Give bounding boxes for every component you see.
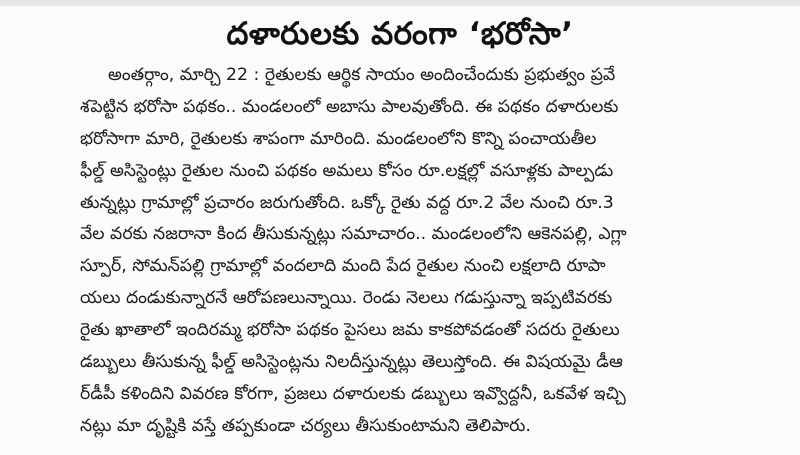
body-line: నట్లు మా దృష్టికి వస్తే తప్పకుండా చర్యలు తీసుకుంటామని తెలిపారు. — [80, 415, 531, 436]
body-line: భరోసాగా మారి, రైతులకు శాపంగా మారింది. మండలంలోని కొన్ని పంచాయతీల — [80, 128, 597, 149]
body-line: వేల వరకు నజరానా కింద తీసుకున్నట్లు సమాచారం.. మండలంలోని ఆకెనపల్లి, ఎగ్లా — [80, 224, 627, 245]
body-line: శపెట్టిన భరోసా పథకం.. మండలంలో అబాసు పాలవుతోంది. ఈ పథకం దళారులకు — [80, 96, 619, 117]
body-line: స్పూర్, సోమన్‌పల్లి గ్రామాల్లో వందలాది మంది పేద రైతుల నుంచి లక్షలాది రూపా — [80, 256, 606, 277]
body-line: డబ్బులు తీసుకున్న ఫీల్డ్ అసిస్టెంట్లను నిలదీస్తున్నట్లు తెలుస్తోంది. ఈ విషయమై డీఆ — [80, 352, 623, 373]
body-line: రైతు ఖాతాలో ఇందిరమ్మ భరోసా పథకం పైసలు జమ కాకపోవడంతో సదరు రైతులు — [80, 320, 620, 341]
body-line: అంతర్గాం, మార్చి 22 : రైతులకు ఆర్థిక సాయం అందించేందుకు ప్రభుత్వం ప్రవే — [108, 65, 616, 85]
body-line: యలు దండుకున్నారనే ఆరోపణలున్నాయి. రెండు నెలలు గడుస్తున్నా ఇప్పటివరకు — [80, 288, 613, 309]
headline: దళారులకు వరంగా ‘భరోసా’ — [226, 16, 574, 52]
article-body — [80, 60, 780, 443]
body-line: ర్‌డీపీ కళిందిని వివరణ కోరగా, ప్రజలు దళారులకు డబ్బులు ఇవ్వొద్దనీ, ఒకవేళ ఇచ్చి — [80, 383, 626, 404]
top-divider — [0, 0, 800, 6]
body-line: తున్నట్లు గ్రామాల్లో ప్రచారం జరుగుతోంది. ఒక్కో రైతు వద్ద రూ.2 వేల నుంచి రూ.3 — [80, 192, 614, 213]
body-line: ఫీల్డ్ అసిస్టెంట్లు రైతుల నుంచి పథకం అమలు కోసం రూ.లక్షల్లో వసూళ్లకు పాల్పడు — [80, 160, 614, 181]
